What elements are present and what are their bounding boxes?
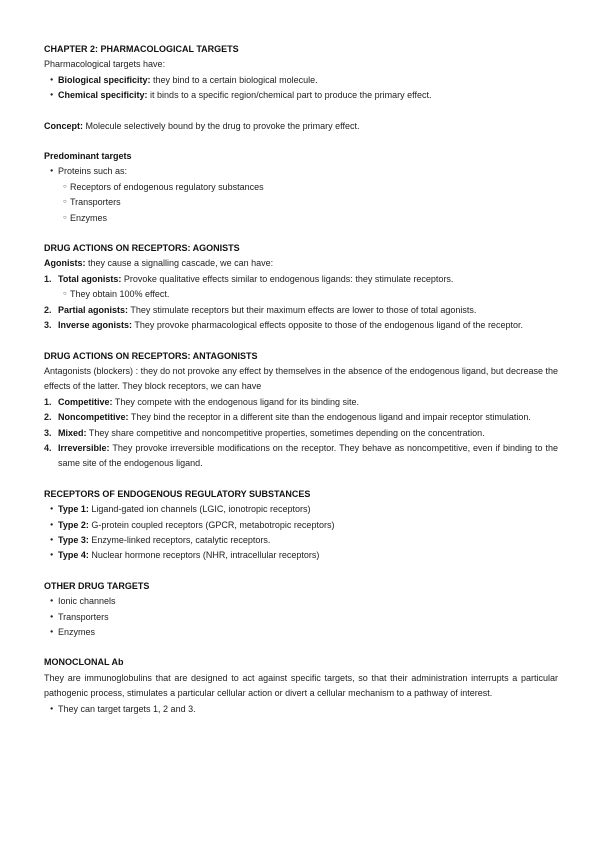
definition: They compete with the endogenous ligand for its binding site.: [112, 396, 360, 407]
item-number: 1.: [44, 273, 52, 284]
numbered-item: [44, 303, 558, 318]
item-number: 2.: [44, 412, 52, 423]
section-heading-other: OTHER DRUG TARGETS: [44, 580, 150, 591]
numbered-item: [44, 441, 558, 472]
sub-list-item: ○ They obtain 100% effect.: [44, 287, 558, 302]
predominant-sublist: [44, 180, 558, 226]
agonists-sublist: [44, 287, 558, 302]
term: Biological specificity:: [58, 74, 151, 85]
sub-list-item: ○ Receptors of endogenous regulatory substances: [44, 180, 558, 195]
term: Type 1:: [58, 504, 89, 515]
concept-paragraph: [44, 119, 558, 134]
term: Partial agonists:: [58, 304, 129, 315]
section-heading-agonists: DRUG ACTIONS ON RECEPTORS: AGONISTS: [44, 243, 240, 254]
definition: they cause a signalling cascade, we can have:: [85, 258, 274, 269]
predominant-list: [44, 164, 558, 179]
definition: They share competitive and noncompetitive properties, sometimes depending on the concentration.: [86, 427, 485, 438]
monoclonal-list: [44, 702, 558, 717]
definition: Enzyme-linked receptors, catalytic receptors.: [88, 534, 271, 545]
term: Type 2:: [58, 519, 89, 530]
list-item: [44, 533, 558, 548]
item-number: 1.: [44, 396, 52, 407]
term: Total agonists:: [58, 273, 122, 284]
term: Irreversible:: [58, 442, 110, 453]
definition: They bind the receptor in a different site than the endogenous ligand and impair receptor stimulation.: [128, 412, 531, 423]
intro-lead: Pharmacological targets have:: [44, 59, 166, 70]
intro-list: [44, 73, 558, 104]
agonists-lead: [44, 256, 558, 271]
numbered-item: [44, 272, 558, 287]
definition: Molecule selectively bound by the drug to provoke the primary effect.: [83, 120, 360, 131]
sub-list-item: ○ Transporters: [44, 195, 558, 210]
numbered-item: [44, 426, 558, 441]
definition: They provoke pharmacological effects opposite to those of the endogenous ligand of the receptor.: [132, 320, 523, 331]
term: Chemical specificity:: [58, 90, 148, 101]
agonists-list-continued: [44, 303, 558, 334]
section-heading-predominant: Predominant targets: [44, 151, 132, 162]
term: Type 4:: [58, 550, 89, 561]
term: Inverse agonists:: [58, 320, 133, 331]
item-number: 3.: [44, 427, 52, 438]
term: Concept:: [44, 120, 83, 131]
list-item: ● They can target targets 1, 2 and 3.: [44, 702, 558, 717]
numbered-item: [44, 395, 558, 410]
section-heading-monoclonal: MONOCLONAL Ab: [44, 657, 124, 668]
list-item: [44, 73, 558, 88]
section-heading-antagonists: DRUG ACTIONS ON RECEPTORS: ANTAGONISTS: [44, 350, 258, 361]
chapter-title: CHAPTER 2: PHARMACOLOGICAL TARGETS: [44, 44, 239, 54]
item-number: 2.: [44, 304, 52, 315]
numbered-item: [44, 410, 558, 425]
numbered-item: [44, 318, 558, 333]
definition: They stimulate receptors but their maximum effects are lower to those of total agonists.: [128, 304, 477, 315]
item-number: 4.: [44, 442, 52, 453]
definition: Nuclear hormone receptors (NHR, intracellular receptors): [88, 550, 320, 561]
term: Competitive:: [58, 396, 113, 407]
section-heading-receptors: RECEPTORS OF ENDOGENOUS REGULATORY SUBSTANCES: [44, 488, 311, 499]
definition: they bind to a certain biological molecule.: [150, 74, 318, 85]
list-item: [44, 548, 558, 563]
definition: G-protein coupled receptors (GPCR, metabotropic receptors): [88, 519, 335, 530]
item-number: 3.: [44, 320, 52, 331]
antagonists-lead: Antagonists (blockers) : they do not provoke any effect by themselves in the absence of the endogenous ligand, but decrease the effects of the latter. They block receptors, we can have: [44, 365, 558, 392]
list-item: ● Enzymes: [44, 625, 558, 640]
monoclonal-paragraph: They are immunoglobulins that are designed to act against specific targets, so that their administration interrupts a particular pathogenic process, stimulates a particular cellular action or divert a cellular mechanism to a pathway of interest.: [44, 672, 558, 699]
definition: Ligand-gated ion channels (LGIC, ionotropic receptors): [88, 504, 311, 515]
document-body: [44, 42, 558, 717]
definition: Provoke qualitative effects similar to endogenous ligands: they stimulate receptors.: [121, 273, 454, 284]
list-item: ● Ionic channels: [44, 594, 558, 609]
agonists-list: [44, 272, 558, 287]
term: Noncompetitive:: [58, 412, 129, 423]
definition: They provoke irreversible modifications on the receptor. They behave as noncompetitive, even if binding to the same site of the endogenous ligand.: [58, 442, 558, 469]
list-item: [44, 518, 558, 533]
list-item: ● Transporters: [44, 610, 558, 625]
term: Type 3:: [58, 534, 89, 545]
term: Mixed:: [58, 427, 87, 438]
receptors-list: [44, 502, 558, 564]
antagonists-list: [44, 395, 558, 472]
definition: it binds to a specific region/chemical part to produce the primary effect.: [147, 90, 432, 101]
list-item: ● Proteins such as:: [44, 164, 558, 179]
sub-list-item: ○ Enzymes: [44, 211, 558, 226]
list-item: [44, 502, 558, 517]
list-item: [44, 88, 558, 103]
other-list: [44, 594, 558, 640]
term: Agonists:: [44, 258, 86, 269]
